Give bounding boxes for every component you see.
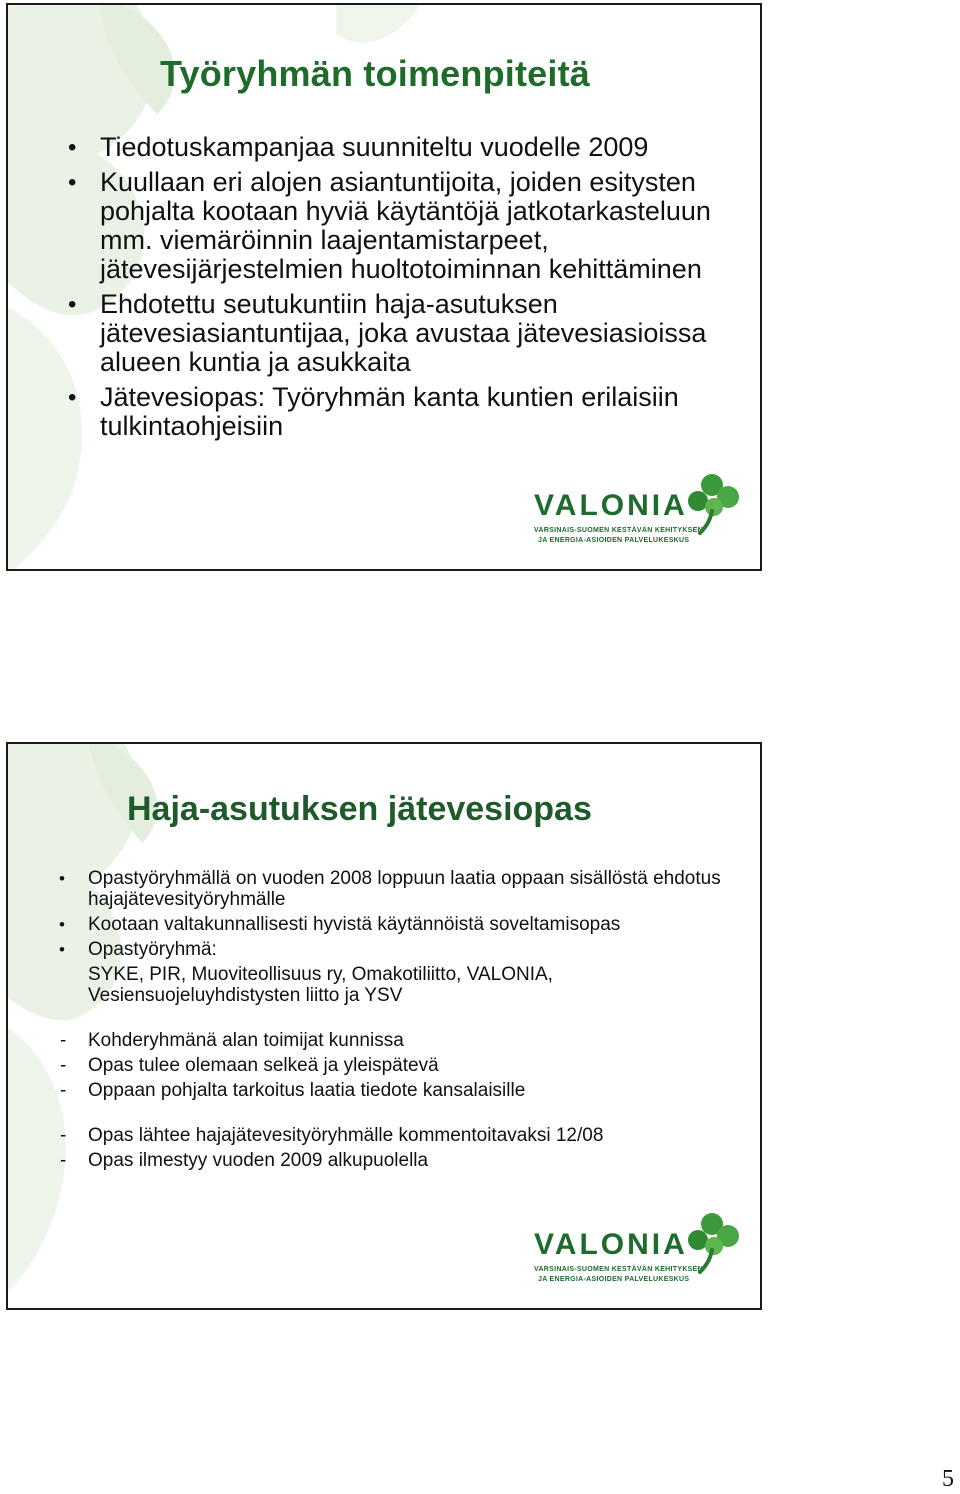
list-item: • Opastyöryhmä: bbox=[56, 939, 756, 960]
logo-tagline-2: JA ENERGIA-ASIOIDEN PALVELUKESKUS bbox=[538, 537, 690, 544]
slide-2 bbox=[6, 742, 762, 1310]
list-item: • Opastyöryhmällä on vuoden 2008 loppuun laatia oppaan sisällöstä ehdotus hajajätevesityöryhmälle bbox=[56, 868, 756, 910]
list-item: • Kootaan valtakunnallisesti hyvistä käytännöistä soveltamisopas bbox=[56, 914, 756, 935]
list-item: - Kohderyhmänä alan toimijat kunnissa bbox=[56, 1030, 756, 1051]
slide-2-content bbox=[8, 744, 760, 1308]
list-item: • Ehdotettu seutukuntiin haja-asutuksen jätevesiasiantuntijaa, joka avustaa jätevesiasioissa alueen kuntia ja asukkaita bbox=[64, 290, 754, 377]
slide-1 bbox=[6, 3, 762, 571]
list-item: - Opas ilmestyy vuoden 2009 alkupuolella bbox=[56, 1150, 756, 1171]
logo-wordmark: VALONIA bbox=[534, 489, 688, 522]
page-number: 5 bbox=[942, 1466, 954, 1492]
valonia-logo bbox=[528, 475, 738, 547]
valonia-logo bbox=[528, 1214, 738, 1286]
slide-2-title: Haja-asutuksen jätevesiopas bbox=[127, 790, 592, 828]
list-item: • Tiedotuskampanjaa suunniteltu vuodelle 2009 bbox=[64, 133, 754, 162]
clover-icon bbox=[682, 1210, 742, 1274]
list-item: • Kuullaan eri alojen asiantuntijoita, joiden esitysten pohjalta kootaan hyviä käytäntöjä jatkotarkasteluun mm. viemäröinnin laajentamistarpeet, jätevesijärjestelmien huoltotoiminnan kehittäminen bbox=[64, 168, 754, 284]
clover-icon bbox=[682, 471, 742, 535]
slide-2-bullet-list bbox=[56, 868, 756, 1175]
slide-1-bullet-list bbox=[64, 133, 754, 447]
list-item: - Opas tulee olemaan selkeä ja yleispätevä bbox=[56, 1055, 756, 1076]
logo-tagline-1: VARSINAIS-SUOMEN KESTÄVÄN KEHITYKSEN bbox=[534, 527, 703, 534]
members-text: SYKE, PIR, Muoviteollisuus ry, Omakotiliitto, VALONIA, Vesiensuojeluyhdistysten liitto ja YSV bbox=[88, 964, 553, 1006]
list-item: • Jätevesiopas: Työryhmän kanta kuntien erilaisiin tulkintaohjeisiin bbox=[64, 383, 754, 441]
list-item: - Opas lähtee hajajätevesityöryhmälle kommentoitavaksi 12/08 bbox=[56, 1125, 756, 1146]
logo-wordmark: VALONIA bbox=[534, 1228, 688, 1261]
logo-tagline-1: VARSINAIS-SUOMEN KESTÄVÄN KEHITYKSEN bbox=[534, 1266, 703, 1273]
logo-tagline-2: JA ENERGIA-ASIOIDEN PALVELUKESKUS bbox=[538, 1276, 690, 1283]
list-item: - Oppaan pohjalta tarkoitus laatia tiedote kansalaisille bbox=[56, 1080, 756, 1101]
slide-1-title: Työryhmän toimenpiteitä bbox=[160, 53, 590, 94]
slide-1-content bbox=[8, 5, 760, 569]
